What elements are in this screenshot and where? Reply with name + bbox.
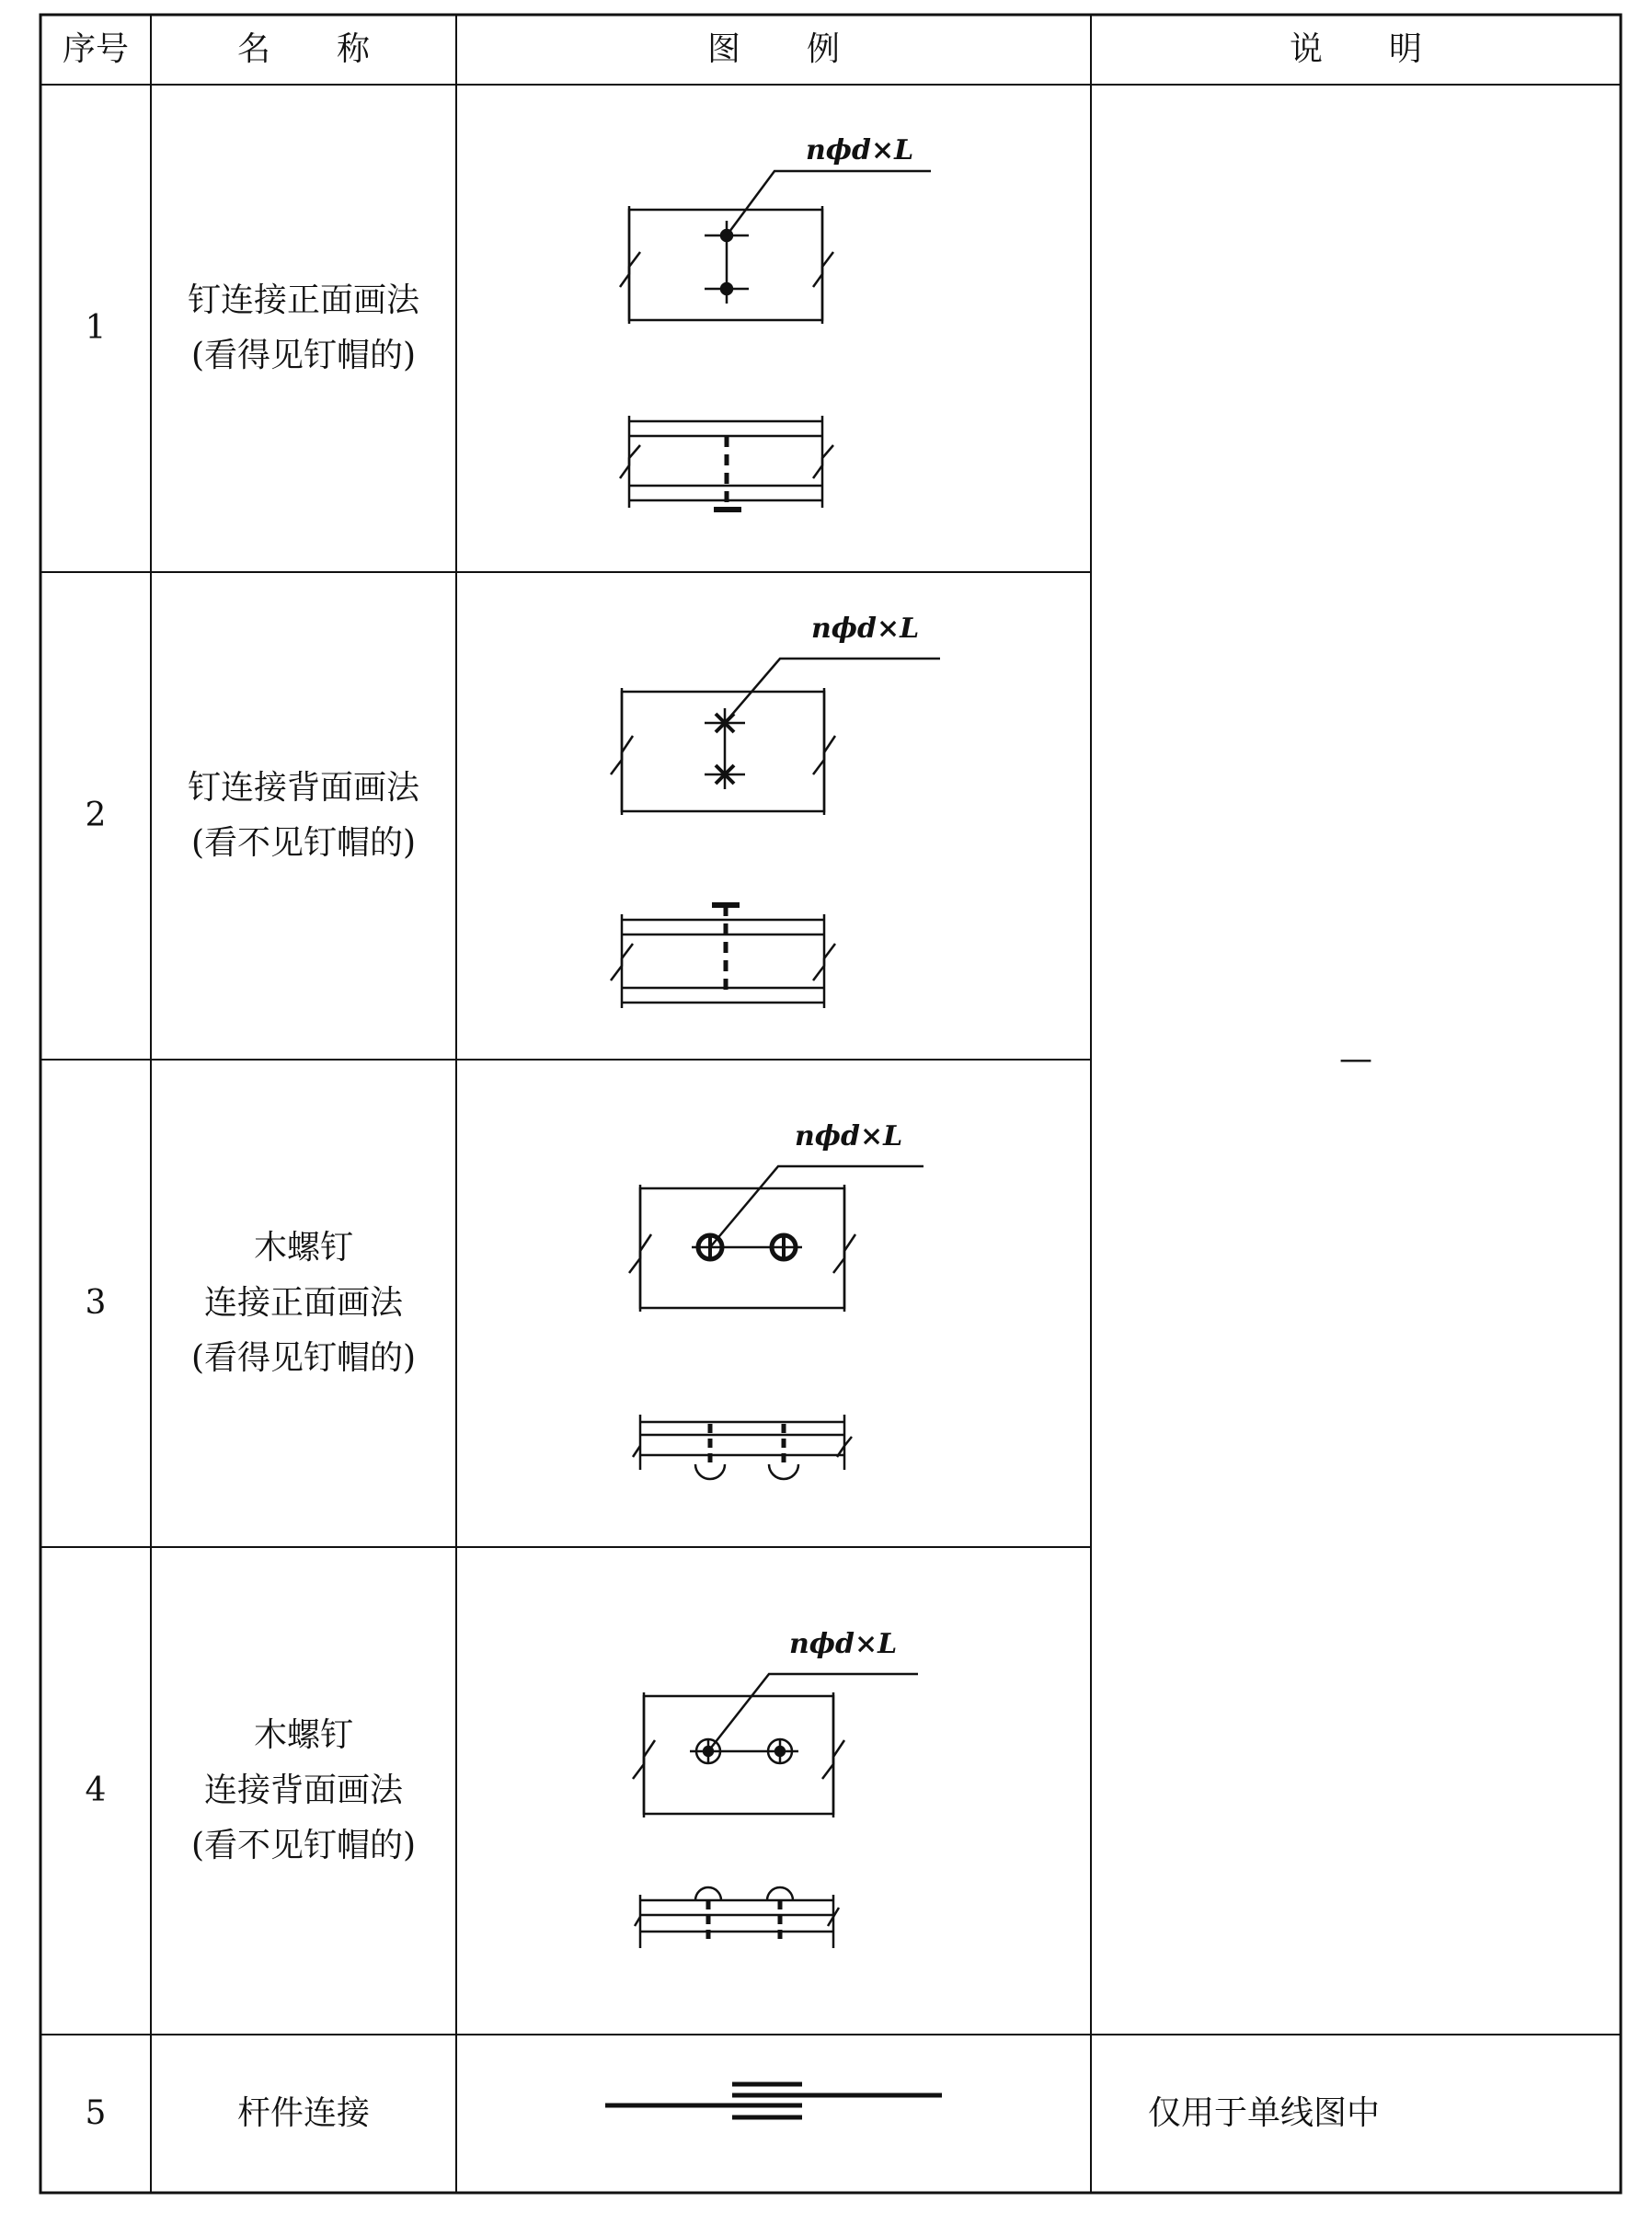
row-5-note: 仅用于单线图中 <box>1148 2094 1381 2132</box>
legend-label-3: nϕd×L <box>795 1120 903 1152</box>
row-4-name-line-1: 木螺钉 <box>253 1716 353 1754</box>
legend-screw-back <box>633 1674 918 1948</box>
row-3-name-line-2: 连接正面画法 <box>203 1284 403 1322</box>
row-3-name-line-1: 木螺钉 <box>253 1229 353 1267</box>
row-3-no: 3 <box>85 1284 107 1322</box>
row-2-name <box>151 572 456 1060</box>
row-2-name-line-2: (看不见钉帽的) <box>190 824 417 862</box>
merged-note: — <box>1339 1040 1372 1078</box>
header-name: 名 称 <box>236 30 370 68</box>
header-note: 说 明 <box>1289 30 1422 68</box>
row-4-name-line-3: (看不见钉帽的) <box>190 1827 417 1864</box>
legend-label-2: nϕd×L <box>811 613 920 645</box>
row-3-name-line-3: (看得见钉帽的) <box>190 1339 417 1377</box>
legend-nail-front <box>620 171 931 510</box>
legend-label-4: nϕd×L <box>789 1628 898 1660</box>
row-2-name-line-1: 钉连接背面画法 <box>187 769 419 807</box>
row-2-no: 2 <box>85 797 107 834</box>
row-1-no: 1 <box>85 309 107 347</box>
legend-screw-front <box>629 1166 924 1479</box>
header-legend: 图 例 <box>706 30 840 68</box>
legend-nail-back <box>611 659 940 1008</box>
row-4-no: 4 <box>85 1772 107 1809</box>
row-5-no: 5 <box>85 2094 107 2132</box>
row-1-name-line-2: (看得见钉帽的) <box>190 337 417 374</box>
row-1-name-line-1: 钉连接正面画法 <box>187 281 419 319</box>
row-1-name <box>151 85 456 572</box>
row-4-name-line-2: 连接背面画法 <box>203 1772 403 1809</box>
legend-label-1: nϕd×L <box>806 134 914 166</box>
header-no: 序号 <box>62 30 129 68</box>
row-3-name <box>151 1060 456 1547</box>
row-4-name <box>151 1547 456 2035</box>
row-5-name: 杆件连接 <box>236 2094 370 2132</box>
legend-member-connection <box>605 2084 942 2117</box>
